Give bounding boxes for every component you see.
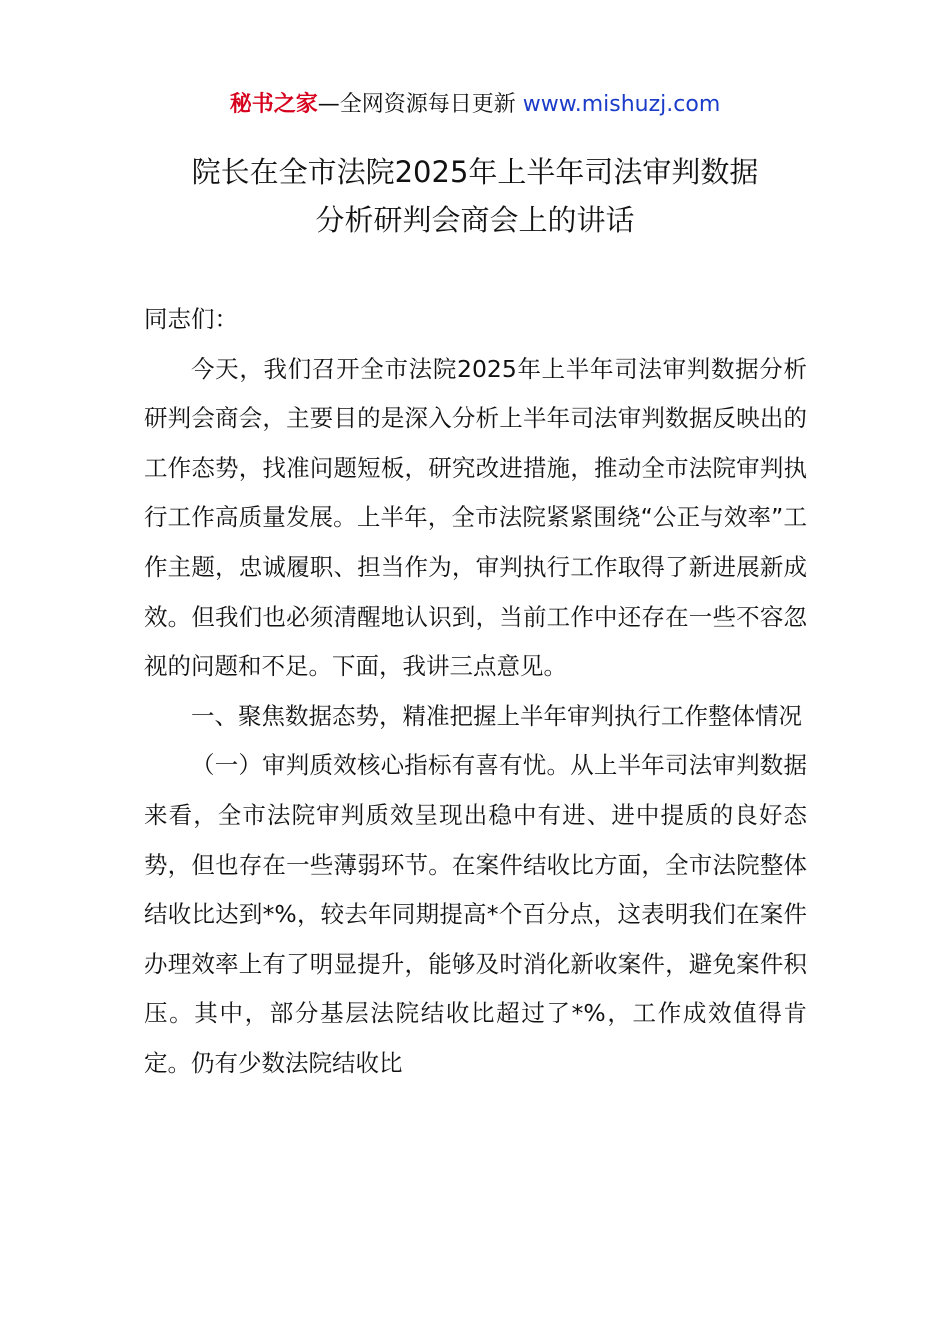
salutation: 同志们：	[144, 305, 238, 333]
title-line-2: 分析研判会商会上的讲话	[315, 203, 635, 237]
site-url-link[interactable]: www.mishuzj.com	[522, 92, 721, 117]
document-title	[0, 148, 950, 244]
title-line-1: 院长在全市法院2025年上半年司法审判数据	[191, 155, 759, 189]
paragraph-subsection-1: （一）审判质效核心指标有喜有忧。从上半年司法审判数据来看，全市法院审判质效呈现出稳中有进、进中提质的良好态势，但也存在一些薄弱环节。在案件结收比方面，全市法院整体结收比达到*%，较去年同期提高*个百分点，这表明我们在案件办理效率上有了明显提升，能够及时消化新收案件，避免案件积压。其中，部分基层法院结收比超过了*%，工作成效值得肯定。仍有少数法院结收比	[144, 751, 807, 1077]
site-tagline: —全网资源每日更新	[317, 92, 516, 117]
paragraph-intro: 今天，我们召开全市法院2025年上半年司法审判数据分析研判会商会，主要目的是深入分析上半年司法审判数据反映出的工作态势，找准问题短板，研究改进措施，推动全市法院审判执行工作高质量发展。上半年，全市法院紧紧围绕“公正与效率”工作主题，忠诚履职、担当作为，审判执行工作取得了新进展新成效。但我们也必须清醒地认识到，当前工作中还存在一些不容忽视的问题和不足。下面，我讲三点意见。	[144, 354, 807, 681]
section-heading-1: 一、聚焦数据态势，精准把握上半年审判执行工作整体情况	[191, 701, 802, 730]
site-name: 秘书之家	[229, 92, 318, 117]
site-header	[0, 88, 950, 122]
document-body	[144, 295, 807, 1089]
